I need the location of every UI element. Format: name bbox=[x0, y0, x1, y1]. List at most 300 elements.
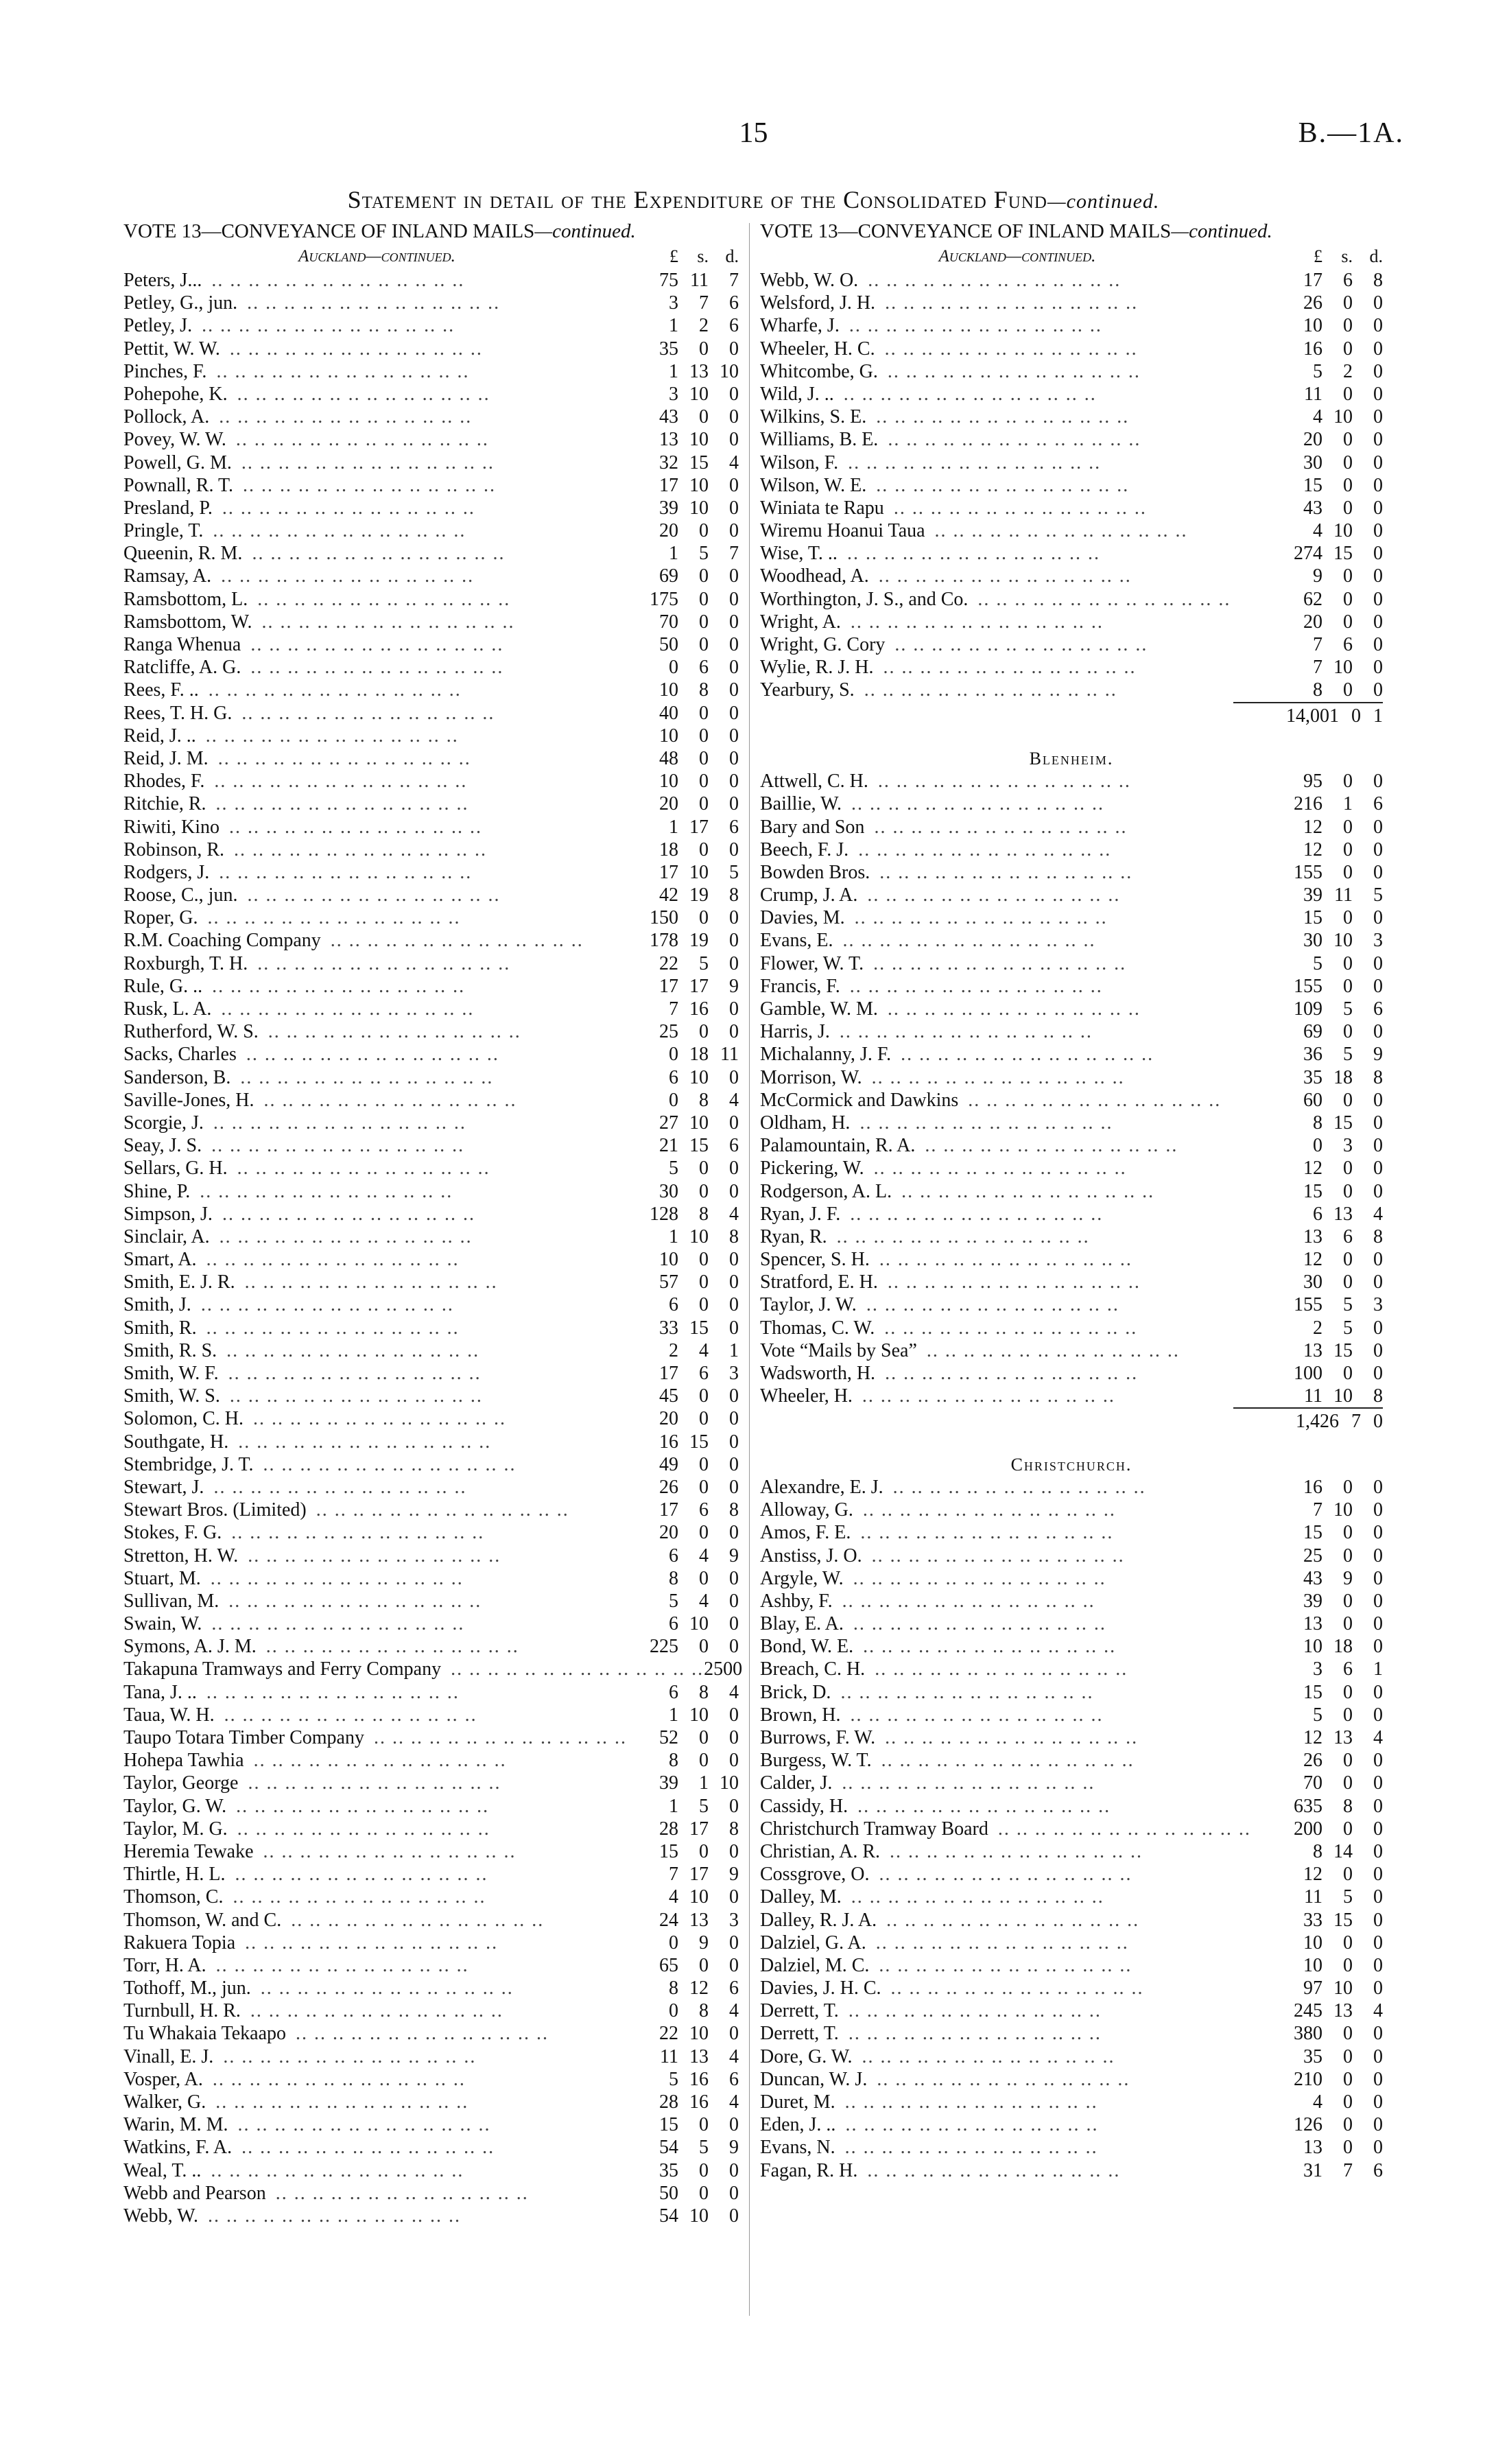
payee-name bbox=[123, 542, 630, 565]
amount-pence: 0 bbox=[729, 1112, 739, 1134]
table-row bbox=[123, 2068, 739, 2091]
payee-name bbox=[760, 1134, 1274, 1157]
units-header: £ s. d. bbox=[669, 246, 739, 266]
payee-name bbox=[123, 1545, 630, 1567]
leader-dots: .. .. .. .. .. .. .. .. .. .. .. .. .. .. bbox=[211, 1135, 465, 1157]
payee-text: Bowden Bros. bbox=[760, 861, 870, 883]
payee-name bbox=[760, 1066, 1274, 1089]
payee-text: Davies, M. bbox=[760, 907, 845, 929]
leader-dots: .. .. .. .. .. .. .. .. .. .. .. .. .. .. bbox=[857, 1795, 1111, 1817]
amount-pounds: 0 bbox=[1313, 1135, 1322, 1157]
payee-text: Simpson, J. bbox=[123, 1203, 213, 1225]
payee-text: Swain, W. bbox=[123, 1613, 202, 1635]
table-row bbox=[123, 1999, 739, 2022]
payee-name bbox=[760, 998, 1274, 1020]
amount-pounds: 13 bbox=[659, 429, 678, 451]
payee-text: Winiata te Rapu bbox=[760, 497, 884, 519]
amount-pounds: 12 bbox=[1303, 1249, 1322, 1271]
payee-name bbox=[760, 1567, 1274, 1590]
payee-name bbox=[123, 1521, 630, 1544]
amount-pence: 0 bbox=[1373, 1704, 1383, 1726]
payee-name bbox=[760, 929, 1274, 952]
amount-pounds: 7 bbox=[1313, 1499, 1322, 1521]
payee-text: Vinall, E. J. bbox=[123, 2045, 214, 2067]
total-s: 7 bbox=[1351, 1411, 1361, 1433]
payee-text: Roper, G. bbox=[123, 907, 198, 929]
leader-dots: .. .. .. .. .. .. .. .. .. .. .. .. .. .. bbox=[848, 2023, 1102, 2045]
amount-shillings: 0 bbox=[699, 1385, 709, 1407]
payee-text: Rodgers, J. bbox=[123, 861, 210, 883]
amount-pence: 0 bbox=[729, 1704, 739, 1726]
amount-pence: 1 bbox=[729, 1339, 739, 1361]
table-row bbox=[760, 1339, 1383, 1362]
table-row bbox=[760, 838, 1383, 861]
payee-name bbox=[760, 1476, 1274, 1499]
leader-dots: .. .. .. .. .. .. .. .. .. .. .. .. .. .. bbox=[860, 1522, 1114, 1544]
amount-pounds: 5 bbox=[1313, 360, 1322, 382]
table-row bbox=[760, 1066, 1383, 1089]
payee-text: Ashby, F. bbox=[760, 1590, 833, 1612]
payee-name bbox=[760, 360, 1274, 383]
amount-pence: 0 bbox=[729, 657, 739, 679]
payee-text: Ramsbottom, W. bbox=[123, 611, 252, 633]
amount-shillings: 0 bbox=[1343, 292, 1353, 314]
payee-text: Spencer, S. H. bbox=[760, 1249, 870, 1271]
amount-pence: 0 bbox=[1373, 315, 1383, 337]
table-row bbox=[760, 633, 1383, 656]
leader-dots: .. .. .. .. .. .. .. .. .. .. .. .. .. .. bbox=[250, 657, 504, 679]
payee-name bbox=[760, 1840, 1274, 1863]
payee-name bbox=[123, 2045, 630, 2068]
amount-shillings: 0 bbox=[699, 793, 709, 815]
amount-pounds: 10 bbox=[659, 1249, 678, 1271]
payee-text: Michalanny, J. F. bbox=[760, 1044, 892, 1066]
amount-pounds: 35 bbox=[1303, 2045, 1322, 2067]
payee-name bbox=[760, 1521, 1274, 1544]
leader-dots: .. .. .. .. .. .. .. .. .. .. .. .. .. .. bbox=[263, 1089, 517, 1111]
payee-text: Taylor, G. W. bbox=[123, 1795, 227, 1817]
amount-pounds: 26 bbox=[659, 1476, 678, 1498]
amount-pounds: 1 bbox=[669, 1704, 678, 1726]
payee-name bbox=[123, 428, 630, 451]
amount-pounds: 12 bbox=[1303, 1727, 1322, 1748]
amount-pence: 0 bbox=[729, 1249, 739, 1271]
amount-pounds: 4 bbox=[1313, 2091, 1322, 2113]
table-row bbox=[123, 1248, 739, 1271]
leader-dots: .. .. .. .. .. .. .. .. .. .. .. .. .. .. bbox=[213, 1476, 467, 1498]
amount-pence: 0 bbox=[729, 1590, 739, 1612]
amount-pence: 0 bbox=[729, 679, 739, 701]
payee-name bbox=[760, 2045, 1274, 2068]
amount-pounds: 50 bbox=[659, 634, 678, 655]
amount-shillings: 8 bbox=[699, 1089, 709, 1111]
table-row bbox=[123, 998, 739, 1020]
amount-pounds: 50 bbox=[659, 2182, 678, 2204]
amount-pounds: 150 bbox=[650, 907, 678, 929]
amount-shillings: 15 bbox=[689, 1135, 709, 1157]
amount-shillings: 0 bbox=[1343, 975, 1353, 997]
amount-pence: 0 bbox=[729, 588, 739, 610]
table-row bbox=[123, 1590, 739, 1612]
amount-pence: 0 bbox=[1373, 907, 1383, 929]
amount-pence: 0 bbox=[1373, 1317, 1383, 1339]
table-row bbox=[123, 1407, 739, 1430]
payee-text: Worthington, J. S., and Co. bbox=[760, 588, 969, 610]
payee-text: Taua, W. H. bbox=[123, 1704, 215, 1726]
payee-name bbox=[123, 633, 630, 656]
payee-text: Thomas, C. W. bbox=[760, 1317, 875, 1339]
payee-name bbox=[123, 1066, 630, 1089]
amount-shillings: 13 bbox=[1333, 1203, 1353, 1225]
payee-text: Duncan, W. J. bbox=[760, 2068, 868, 2090]
payee-text: Dalziel, M. C. bbox=[760, 1954, 870, 1976]
leader-dots: .. .. .. .. .. .. .. .. .. .. .. .. .. .. bbox=[859, 1112, 1113, 1134]
payee-text: Turnbull, H. R. bbox=[123, 2000, 241, 2022]
table-row bbox=[123, 1567, 739, 1590]
payee-text: Seay, J. S. bbox=[123, 1135, 202, 1157]
leader-dots: .. .. .. .. .. .. .. .. .. .. .. .. .. .. bbox=[212, 2068, 466, 2090]
table-row bbox=[760, 929, 1383, 952]
amount-pence: 0 bbox=[1373, 429, 1383, 451]
payee-text: Taupo Totara Timber Company bbox=[123, 1727, 364, 1748]
leader-dots: .. .. .. .. .. .. .. .. .. .. .. .. .. .. bbox=[228, 1363, 482, 1384]
amount-shillings: 15 bbox=[1333, 1112, 1353, 1134]
amount-pence: 5 bbox=[1373, 884, 1383, 906]
payee-text: Whitcombe, G. bbox=[760, 360, 878, 382]
payee-text: Roxburgh, T. H. bbox=[123, 952, 248, 974]
payee-name bbox=[123, 314, 630, 337]
amount-pence: 4 bbox=[1373, 1203, 1383, 1225]
payee-text: Tothoff, M., jun. bbox=[123, 1978, 251, 1999]
payee-text: Crump, J. A. bbox=[760, 884, 858, 906]
payee-name bbox=[760, 1977, 1274, 1999]
payee-name bbox=[760, 1818, 1274, 1840]
amount-pence: 0 bbox=[1373, 588, 1383, 610]
amount-shillings: 0 bbox=[699, 771, 709, 793]
payee-text: Ryan, R. bbox=[760, 1225, 827, 1247]
amount-shillings: 0 bbox=[1343, 861, 1353, 883]
amount-pounds: 20 bbox=[659, 1408, 678, 1430]
payee-name bbox=[760, 451, 1274, 474]
amount-pence: 8 bbox=[1373, 1066, 1383, 1088]
payee-text: Pinches, F. bbox=[123, 360, 207, 382]
amount-shillings: 0 bbox=[1343, 497, 1353, 519]
payee-text: Smith, R. bbox=[123, 1317, 197, 1339]
payee-name bbox=[760, 1089, 1274, 1112]
payee-name bbox=[760, 656, 1274, 679]
payee-text: Sullivan, M. bbox=[123, 1590, 219, 1612]
amount-pounds: 0 bbox=[669, 1932, 678, 1953]
leader-dots: .. .. .. .. .. .. .. .. .. .. .. .. .. .. bbox=[845, 2114, 1099, 2136]
table-row bbox=[760, 1362, 1383, 1385]
payee-name bbox=[123, 1681, 630, 1704]
amount-pounds: 1 bbox=[669, 360, 678, 382]
amount-pence: 0 bbox=[1373, 1818, 1383, 1840]
leader-dots: .. .. .. .. .. .. .. .. .. .. .. .. .. .. bbox=[241, 2137, 495, 2159]
amount-shillings: 0 bbox=[699, 1954, 709, 1976]
amount-pence: 0 bbox=[729, 565, 739, 587]
section-total bbox=[760, 702, 1383, 725]
amount-pence: 0 bbox=[729, 1840, 739, 1862]
payee-text: Taylor, M. G. bbox=[123, 1818, 228, 1840]
amount-pence: 0 bbox=[1373, 497, 1383, 519]
amount-shillings: 0 bbox=[699, 1249, 709, 1271]
table-row bbox=[123, 1203, 739, 1225]
amount-pounds: 8 bbox=[1313, 1840, 1322, 1862]
amount-pounds: 1 bbox=[669, 543, 678, 565]
amount-shillings: 15 bbox=[1333, 543, 1353, 565]
table-row bbox=[123, 1134, 739, 1157]
amount-pounds: 31 bbox=[1303, 2159, 1322, 2181]
amount-shillings: 0 bbox=[699, 338, 709, 360]
amount-shillings: 15 bbox=[689, 1317, 709, 1339]
amount-pounds: 65 bbox=[659, 1954, 678, 1976]
payee-text: Woodhead, A. bbox=[760, 565, 869, 587]
payee-text: Wright, G. Cory bbox=[760, 634, 886, 655]
amount-pounds: 25 bbox=[659, 1021, 678, 1043]
leader-dots: .. .. .. .. .. .. .. .. .. .. .. .. .. .. bbox=[291, 1909, 545, 1931]
payee-text: Webb, W. bbox=[123, 2205, 198, 2227]
payee-text: Stewart, J. bbox=[123, 1476, 204, 1498]
section-heading: Blenheim. bbox=[1029, 748, 1114, 768]
table-row bbox=[760, 656, 1383, 679]
table-row bbox=[760, 474, 1383, 497]
amount-pounds: 13 bbox=[1303, 1225, 1322, 1247]
amount-shillings: 17 bbox=[689, 1818, 709, 1840]
amount-pence: 0 bbox=[729, 383, 739, 405]
amount-pounds: 1 bbox=[669, 1795, 678, 1817]
amount-pence: 10 bbox=[720, 360, 739, 382]
amount-pence: 0 bbox=[1373, 1636, 1383, 1658]
amount-pounds: 7 bbox=[669, 998, 678, 1020]
leader-dots: .. .. .. .. .. .. .. .. .. .. .. .. .. .. bbox=[876, 474, 1130, 496]
amount-pence: 0 bbox=[729, 930, 739, 952]
amount-pence: 0 bbox=[1373, 816, 1383, 838]
payee-name bbox=[760, 1749, 1274, 1772]
table-row bbox=[760, 2091, 1383, 2113]
amount-pounds: 210 bbox=[1294, 2068, 1322, 2090]
payee-text: Webb and Pearson bbox=[123, 2182, 266, 2204]
vote-heading-right: VOTE 13—CONVEYANCE OF INLAND MAILS—continued. bbox=[760, 220, 1272, 242]
table-row bbox=[760, 679, 1383, 701]
amount-shillings: 1 bbox=[1343, 793, 1353, 815]
amount-pounds: 12 bbox=[1303, 838, 1322, 860]
amount-pounds: 16 bbox=[659, 1431, 678, 1453]
payee-text: Welsford, J. H. bbox=[760, 292, 876, 314]
amount-shillings: 8 bbox=[1343, 1795, 1353, 1817]
leader-dots: .. .. .. .. .. .. .. .. .. .. .. .. .. .. bbox=[849, 315, 1102, 337]
table-row bbox=[123, 1431, 739, 1453]
amount-shillings: 10 bbox=[689, 1225, 709, 1247]
amount-pounds: 126 bbox=[1294, 2114, 1322, 2136]
amount-pounds: 95 bbox=[1303, 771, 1322, 793]
leader-dots: .. .. .. .. .. .. .. .. .. .. .. .. .. .. bbox=[864, 679, 1117, 701]
amount-pence: 4 bbox=[729, 1089, 739, 1111]
table-row bbox=[760, 2045, 1383, 2068]
amount-pence: 4 bbox=[729, 2091, 739, 2113]
payee-name bbox=[760, 1795, 1274, 1818]
amount-pence: 0 bbox=[1373, 1909, 1383, 1931]
payee-text: Wylie, R. J. H. bbox=[760, 657, 874, 679]
amount-pounds: 35 bbox=[659, 338, 678, 360]
amount-shillings: 19 bbox=[689, 884, 709, 906]
amount-pounds: 28 bbox=[659, 2091, 678, 2113]
leader-dots: .. .. .. .. .. .. .. .. .. .. .. .. .. .. bbox=[219, 1225, 473, 1247]
payee-text: Wadsworth, H. bbox=[760, 1363, 876, 1384]
leader-dots: .. .. .. .. .. .. .. .. .. .. .. .. .. .. bbox=[850, 1704, 1104, 1726]
amount-shillings: 0 bbox=[1343, 2045, 1353, 2067]
amount-shillings: 10 bbox=[1333, 657, 1353, 679]
table-row bbox=[760, 1726, 1383, 1749]
amount-shillings: 0 bbox=[1343, 2114, 1353, 2136]
amount-shillings: 4 bbox=[699, 1545, 709, 1567]
amount-pounds: 43 bbox=[1303, 1567, 1322, 1589]
payee-name bbox=[760, 793, 1274, 815]
amount-pounds: 8 bbox=[669, 1567, 678, 1589]
leader-dots: .. .. .. .. .. .. .. .. .. .. .. .. .. .. bbox=[888, 429, 1141, 451]
amount-pounds: 20 bbox=[659, 793, 678, 815]
payee-text: Smith, E. J. R. bbox=[123, 1271, 235, 1293]
amount-shillings: 0 bbox=[1343, 1180, 1353, 1202]
leader-dots: .. .. .. .. .. .. .. .. .. .. .. .. .. .. bbox=[373, 1727, 627, 1748]
table-row bbox=[760, 519, 1383, 542]
payee-name bbox=[760, 338, 1274, 360]
amount-pence: 9 bbox=[729, 1864, 739, 1886]
table-row bbox=[760, 588, 1383, 611]
total-amount bbox=[1233, 702, 1383, 725]
leader-dots: .. .. .. .. .. .. .. .. .. .. .. .. .. .. bbox=[228, 1590, 482, 1612]
amount-pence: 8 bbox=[729, 1225, 739, 1247]
payee-text: Baillie, W. bbox=[760, 793, 842, 815]
payee-text: Watkins, F. A. bbox=[123, 2137, 233, 2159]
amount-pence: 0 bbox=[1373, 1476, 1383, 1498]
payee-text: Derrett, T. bbox=[760, 2023, 839, 2045]
payee-text: Warin, M. M. bbox=[123, 2114, 228, 2136]
table-row bbox=[760, 952, 1383, 975]
amount-pence: 11 bbox=[720, 1044, 739, 1066]
payee-name bbox=[123, 1271, 630, 1293]
leader-dots: .. .. .. .. .. .. .. .. .. .. .. .. .. .. bbox=[846, 543, 1100, 565]
amount-shillings: 6 bbox=[699, 657, 709, 679]
amount-pounds: 39 bbox=[659, 497, 678, 519]
amount-pounds: 17 bbox=[659, 1499, 678, 1521]
table-row bbox=[760, 906, 1383, 929]
amount-pence: 3 bbox=[1373, 1294, 1383, 1316]
amount-pence: 9 bbox=[1373, 1044, 1383, 1066]
table-row bbox=[760, 383, 1383, 406]
payee-text: Pettit, W. W. bbox=[123, 338, 220, 360]
amount-pence: 0 bbox=[1373, 634, 1383, 655]
amount-pounds: 100 bbox=[1294, 1363, 1322, 1384]
table-row bbox=[123, 906, 739, 929]
amount-shillings: 0 bbox=[1343, 429, 1353, 451]
amount-shillings: 0 bbox=[699, 1567, 709, 1589]
amount-pence: 4 bbox=[729, 2000, 739, 2022]
amount-pounds: 15 bbox=[659, 1840, 678, 1862]
table-row bbox=[123, 1932, 739, 1954]
amount-pence: 8 bbox=[729, 1499, 739, 1521]
amount-shillings: 0 bbox=[1343, 1522, 1353, 1544]
table-row bbox=[123, 269, 739, 292]
amount-pounds: 5 bbox=[669, 1590, 678, 1612]
amount-pence: 6 bbox=[729, 1978, 739, 1999]
leader-dots: .. .. .. .. .. .. .. .. .. .. .. .. .. .. bbox=[219, 406, 473, 428]
payee-name bbox=[123, 1772, 630, 1794]
leader-dots: .. .. .. .. .. .. .. .. .. .. .. .. .. .. bbox=[878, 565, 1132, 587]
amount-pence: 3 bbox=[729, 1363, 739, 1384]
leader-dots: .. .. .. .. .. .. .. .. .. .. .. .. .. .. bbox=[836, 1225, 1090, 1247]
table-row bbox=[123, 747, 739, 770]
leader-dots: .. .. .. .. .. .. .. .. .. .. .. .. .. .. bbox=[207, 907, 461, 929]
amount-pounds: 6 bbox=[669, 1545, 678, 1567]
table-row bbox=[760, 793, 1383, 815]
amount-pounds: 30 bbox=[1303, 1271, 1322, 1293]
leader-dots: .. .. .. .. .. .. .. .. .. .. .. .. .. .. bbox=[893, 497, 1147, 519]
amount-shillings: 11 bbox=[690, 270, 709, 291]
amount-shillings: 6 bbox=[1343, 1225, 1353, 1247]
amount-pounds: 175 bbox=[650, 588, 678, 610]
payee-text: Wilson, F. bbox=[760, 451, 839, 473]
spacer bbox=[760, 725, 1383, 747]
amount-pence: 0 bbox=[1373, 406, 1383, 428]
payee-name bbox=[123, 2091, 630, 2113]
payee-text: Williams, B. E. bbox=[760, 429, 879, 451]
leader-dots: .. .. .. .. .. .. .. .. .. .. .. .. .. .. bbox=[844, 2137, 1098, 2159]
amount-shillings: 0 bbox=[1343, 588, 1353, 610]
payee-text: Petley, G., jun. bbox=[123, 292, 238, 314]
amount-pounds: 10 bbox=[1303, 1636, 1322, 1658]
amount-pence: 0 bbox=[1373, 360, 1383, 382]
leader-dots: .. .. .. .. .. .. .. .. .. .. .. .. .. .. bbox=[851, 793, 1104, 815]
amount-pence: 0 bbox=[1373, 451, 1383, 473]
payee-text: Rodgerson, A. L. bbox=[760, 1180, 892, 1202]
payee-name bbox=[123, 838, 630, 861]
table-row bbox=[123, 656, 739, 679]
payee-text: Rutherford, W. S. bbox=[123, 1021, 259, 1043]
payee-text: Amos, F. E. bbox=[760, 1522, 851, 1544]
table-row bbox=[123, 793, 739, 815]
table-row bbox=[123, 679, 739, 701]
amount-pence: 0 bbox=[1373, 2137, 1383, 2159]
table-row bbox=[760, 292, 1383, 314]
table-row bbox=[123, 884, 739, 906]
amount-pounds: 128 bbox=[650, 1203, 678, 1225]
amount-pence: 4 bbox=[729, 451, 739, 473]
table-row bbox=[123, 542, 739, 565]
payee-text: Smith, J. bbox=[123, 1294, 191, 1316]
amount-pence: 0 bbox=[1373, 2068, 1383, 2090]
statement-heading bbox=[0, 185, 1507, 214]
amount-pounds: 43 bbox=[1303, 497, 1322, 519]
payee-name bbox=[123, 1112, 630, 1134]
payee-text: Davies, J. H. C. bbox=[760, 1978, 881, 1999]
amount-shillings: 0 bbox=[699, 1408, 709, 1430]
payee-name bbox=[760, 1248, 1274, 1271]
amount-pounds: 15 bbox=[1303, 474, 1322, 496]
payee-name bbox=[760, 1271, 1274, 1293]
payee-text: Heremia Tewake bbox=[123, 1840, 254, 1862]
subhead-title: Auckland—continued. bbox=[938, 247, 1096, 266]
amount-pounds: 39 bbox=[1303, 1590, 1322, 1612]
amount-pounds: 45 bbox=[659, 1385, 678, 1407]
amount-pounds: 13 bbox=[1303, 2137, 1322, 2159]
amount-pence: 0 bbox=[1373, 1681, 1383, 1703]
amount-pence: 0 bbox=[1373, 771, 1383, 793]
payee-name bbox=[760, 1545, 1274, 1567]
leader-dots: .. .. .. .. .. .. .. .. .. .. .. .. .. .. bbox=[211, 1613, 465, 1635]
payee-text: Oldham, H. bbox=[760, 1112, 851, 1134]
leader-dots: .. .. .. .. .. .. .. .. .. .. .. .. .. .. bbox=[205, 725, 459, 747]
